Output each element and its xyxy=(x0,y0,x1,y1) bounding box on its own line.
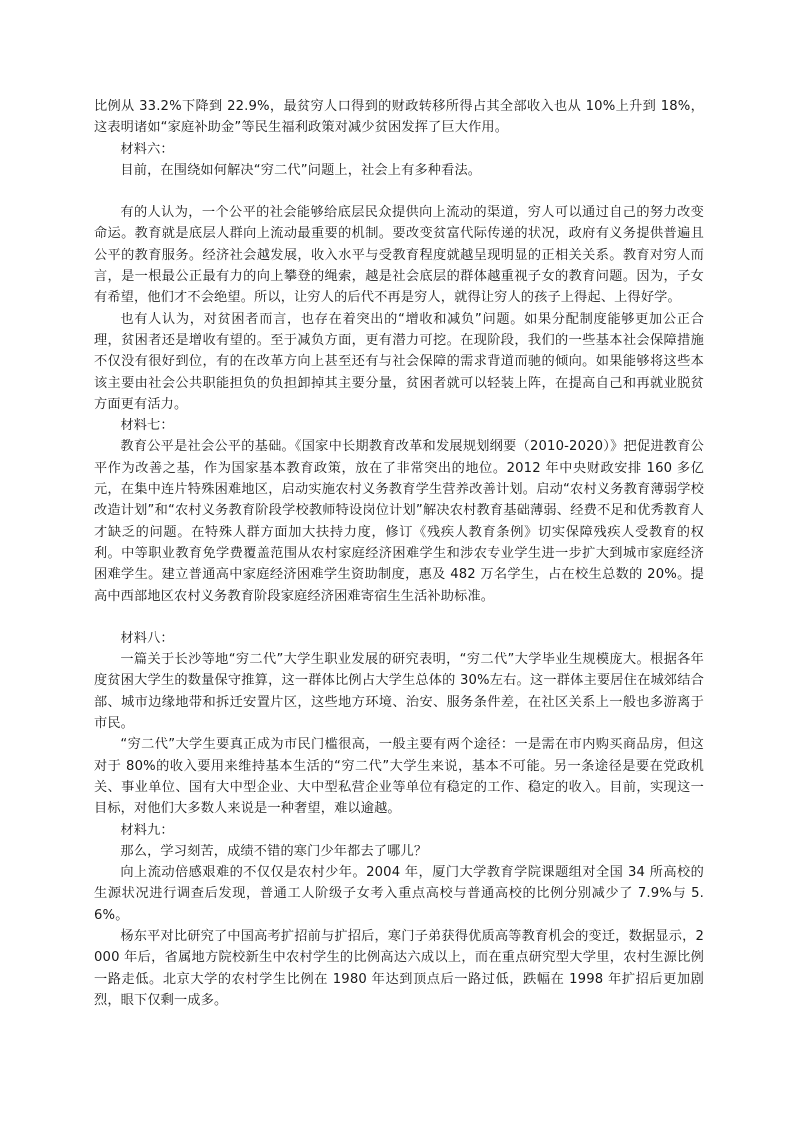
paragraph-question: 那么，学习刻苦，成绩不错的寒门少年都去了哪儿？ xyxy=(120,843,428,859)
paragraph-intro-continuation: 比例从 33.2%下降到 22.9%，最贫穷人口得到的财政转移所得占其全部收入也从 10%上升到 18%，这表明诸如“家庭补助金”等民生福利政策对减少贫困发挥了巨大作用。 xyxy=(94,99,704,136)
paragraph-view-education: 有的人认为，一个公平的社会能够给底层民众提供向上流动的渠道，穷人可以通过自己的努力改变命运。教育就是底层人群向上流动最重要的机制。要改变贫富代际传递的状况，政府有义务提供普遍且公平的教育服务。经济社会越发展，收入水平与受教育程度就越呈现明显的正相关关系。教育对穷人而言，是一根最公正最有力的向上攀登的绳索，越是社会底层的群体越重视子女的教育问题。因为，子女有希望，他们才不会绝望。所以，让穷人的后代不再是穷人，就得让穷人的孩子上得起、上得好学。 xyxy=(94,205,704,306)
heading-material-8: 材料八： xyxy=(120,630,174,646)
paragraph-material-6-lead: 目前，在围绕如何解决“穷二代”问题上，社会上有多种看法。 xyxy=(120,162,482,178)
paragraph-view-income-burden: 也有人认为，对贫困者而言，也存在着突出的“增收和减负”问题。如果分配制度能够更加公正合理，贫困者还是增收有望的。至于减负方面，更有潜力可挖。在现阶段，我们的一些基本社会保障措施不仅没有很好到位，有的在改革方向上甚至还有与社会保障的需求背道而驰的倾向。如果能够将这些本该主要由社会公共职能担负的负担卸掉其主要分量，贫困者就可以轻装上阵，在提高自己和再就业脱贫方面更有活力。 xyxy=(94,311,704,412)
paragraph-enrollment-research: 杨东平对比研究了中国高考扩招前与扩招后，寒门子弟获得优质高等教育机会的变迁，数据显示，2000 年后，省属地方院校新生中农村学生的比例高达六成以上，而在重点研究型大学里，农村生源比例一路走低。北京大学的农村学生比例在 1980 年达到顶点后一路过低，跌幅在 1998 年扩招后更加剧烈，眼下仅剩一成多。 xyxy=(94,928,704,1008)
heading-material-7: 材料七： xyxy=(120,418,174,434)
blank-line xyxy=(94,607,704,628)
blank-line xyxy=(94,181,704,202)
paragraph-citizen-threshold: “穷二代”大学生要真正成为市民门槛很高，一般主要有两个途径：一是需在市内购买商品房，但这对于 80%的收入要用来维持基本生活的“穷二代”大学生来说，基本不可能。另一条途径是要在党政机关、事业单位、国有大中型企业、大中型私营企业等单位有稳定的工作、稳定的收入。目前，实现这一目标，对他们大多数人来说是一种奢望，难以逾越。 xyxy=(94,737,704,817)
paragraph-education-fairness: 教育公平是社会公平的基础。《国家中长期教育改革和发展规划纲要（2010-2020）》把促进教育公平作为改善之基，作为国家基本教育政策，放在了非常突出的地位。2012 年中央财政安排 160 多亿元，在集中连片特殊困难地区，启动实施农村义务教育学生营养改善计划。启动“农村义务教育薄弱学校改造计划”和“农村义务教育阶段学校教师特设岗位计划”解决农村教育基础薄弱、经费不足和优秀教育人才缺乏的问题。在特殊人群方面加大扶持力度，修订《残疾人教育条例》切实保障残疾人受教育的权利。中等职业教育免学费覆盖范围从农村家庭经济困难学生和涉农专业学生进一步扩大到城市家庭经济困难学生。建立普通高中家庭经济困难学生资助制度，惠及 482 万名学生，占在校生总数的 20%。提高中西部地区农村义务教育阶段家庭经济困难寄宿生生活补助标准。 xyxy=(94,439,704,604)
document-page xyxy=(94,96,704,1011)
heading-material-9: 材料九： xyxy=(120,822,174,838)
heading-material-6: 材料六： xyxy=(120,141,174,157)
paragraph-mobility-survey: 向上流动倍感艰难的不仅仅是农村少年。2004 年，厦门大学教育学院课题组对全国 34 所高校的生源状况进行调查后发现，普通工人阶级子女考入重点高校与普通高校的比例分别减少了 7.9%与 5.6%。 xyxy=(94,865,704,923)
paragraph-graduates-study: 一篇关于长沙等地“穷二代”大学生职业发展的研究表明，“穷二代”大学毕业生规模庞大。根据各年度贫困大学生的数量保守推算，这一群体比例占大学生总体的 30%左右。这一群体主要居住在城郊结合部、城市边缘地带和拆迁安置片区，这些地方环境、治安、服务条件差，在社区关系上一般也多游离于市民。 xyxy=(94,652,704,732)
